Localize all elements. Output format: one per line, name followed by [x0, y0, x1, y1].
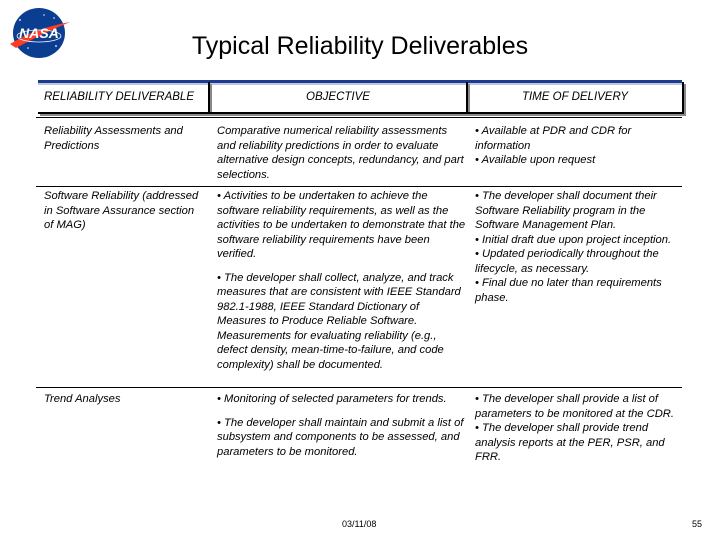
row-divider	[36, 186, 682, 187]
table-row-2-objective: • Activities to be undertaken to achieve the software reliability requirements, as well as the activities to be undertaken to demonstrate that the software reliability requirements have been verified. • The developer shall collect, analyze, and track measures that are consistent with IEEE Standard 982.1-1988, IEEE Standard Dictionary of Measures to Produce Reliable Software. Measurements for evaluating reliability (e.g., defect density, mean-time-to-failure, and code complexity) shall be documented.	[217, 190, 466, 371]
row-divider	[36, 387, 682, 388]
row-divider	[36, 117, 682, 118]
table-row-3-deliverable: Trend Analyses	[44, 393, 121, 405]
table-row-1-delivery: • Available at PDR and CDR for information • Available upon request	[475, 125, 632, 166]
table-row-1-deliverable: Reliability Assessments and Predictions	[44, 125, 183, 152]
slide-title: Typical Reliability Deliverables	[191, 32, 529, 60]
table-row-3-delivery: • The developer shall provide a list of parameters to be monitored at the CDR. • The developer shall provide trend analysis reports at the PER, PSR, and FRR.	[475, 393, 674, 463]
page-number: 55	[692, 519, 703, 529]
nasa-logo-text: NASA	[19, 25, 59, 41]
table-row-2-delivery: • The developer shall document their Software Reliability program in the Software Management Plan. • Initial draft due upon project inception. • Updated periodically throughout the lifecycle, as necessary. • Final due no later than requirements phase.	[475, 190, 672, 304]
nasa-logo	[6, 6, 72, 60]
header-objective: OBJECTIVE	[306, 91, 370, 103]
header-delivery: TIME OF DELIVERY	[521, 91, 629, 103]
table-row-1-objective: Comparative numerical reliability assessments and reliability predictions in order to evaluate alternative design concepts, redundancy, and part selections.	[217, 125, 464, 181]
header-deliverable: RELIABILITY DELIVERABLE	[44, 91, 194, 103]
table-row-2-deliverable: Software Reliability (addressed in Software Assurance section of MAG)	[44, 190, 199, 231]
table-row-3-objective: • Monitoring of selected parameters for trends. • The developer shall maintain and submit a list of subsystem and components to be assessed, and parameters to be monitored.	[217, 393, 464, 458]
footer-date: 03/11/08	[342, 519, 377, 529]
